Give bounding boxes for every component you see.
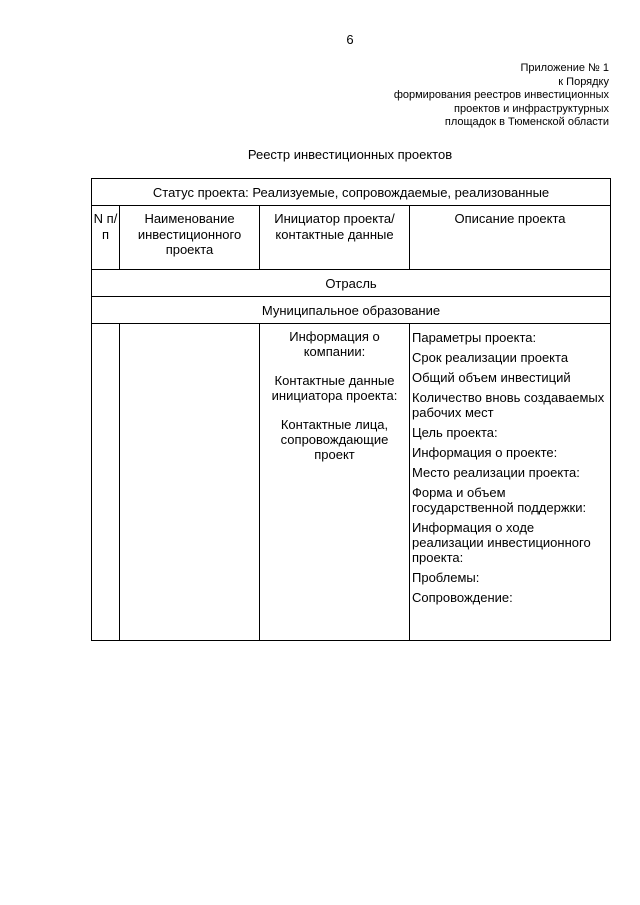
description-item: Параметры проекта:: [412, 330, 537, 345]
initiator-contacts-label: Контактные данные инициатора проекта:: [271, 373, 398, 403]
appendix-line: Приложение № 1: [520, 62, 609, 74]
description-item: Проблемы:: [412, 570, 480, 585]
appendix-line: к Порядку: [558, 75, 609, 88]
description-item: Общий объем инвестиций: [412, 370, 571, 385]
header-project-name: Наименование инвестиционного проекта: [120, 206, 260, 270]
status-row: Статус проекта: Реализуемые, сопровождаемые, реализованные: [92, 179, 611, 206]
description-item: Место реализации проекта:: [412, 465, 580, 480]
contact-persons-label: Контактные лица, сопровождающие проект: [280, 417, 389, 462]
header-description: Описание проекта: [410, 206, 611, 270]
description-item: Срок реализации проекта: [412, 350, 569, 365]
company-info-label: Информация о компании:: [289, 329, 380, 359]
description-item: Количество вновь создаваемых рабочих мест: [412, 390, 605, 420]
appendix-block: [349, 62, 609, 130]
cell-description: [410, 324, 611, 641]
registry-table: [91, 178, 611, 641]
header-number: N п/п: [92, 206, 120, 270]
appendix-line: формирования реестров инвестиционных: [393, 89, 609, 102]
municipality-row: Муниципальное образование: [92, 297, 611, 324]
cell-project-name: [120, 324, 260, 641]
appendix-line: проектов и инфраструктурных: [454, 102, 609, 115]
description-item: Информация о проекте:: [412, 445, 558, 460]
description-item: Информация о ходе реализации инвестиционного проекта:: [412, 520, 591, 565]
cell-number: [92, 324, 120, 641]
description-item: Цель проекта:: [412, 425, 498, 440]
industry-row: Отрасль: [92, 270, 611, 297]
cell-initiator: [260, 324, 410, 641]
description-item: Форма и объем государственной поддержки:: [412, 485, 587, 515]
description-item: Сопровождение:: [412, 590, 513, 605]
document-title: Реестр инвестиционных проектов: [247, 147, 453, 162]
header-initiator: Инициатор проекта/контактные данные: [260, 206, 410, 270]
page-number: 6: [346, 32, 354, 47]
appendix-line: площадок в Тюменской области: [444, 116, 609, 129]
